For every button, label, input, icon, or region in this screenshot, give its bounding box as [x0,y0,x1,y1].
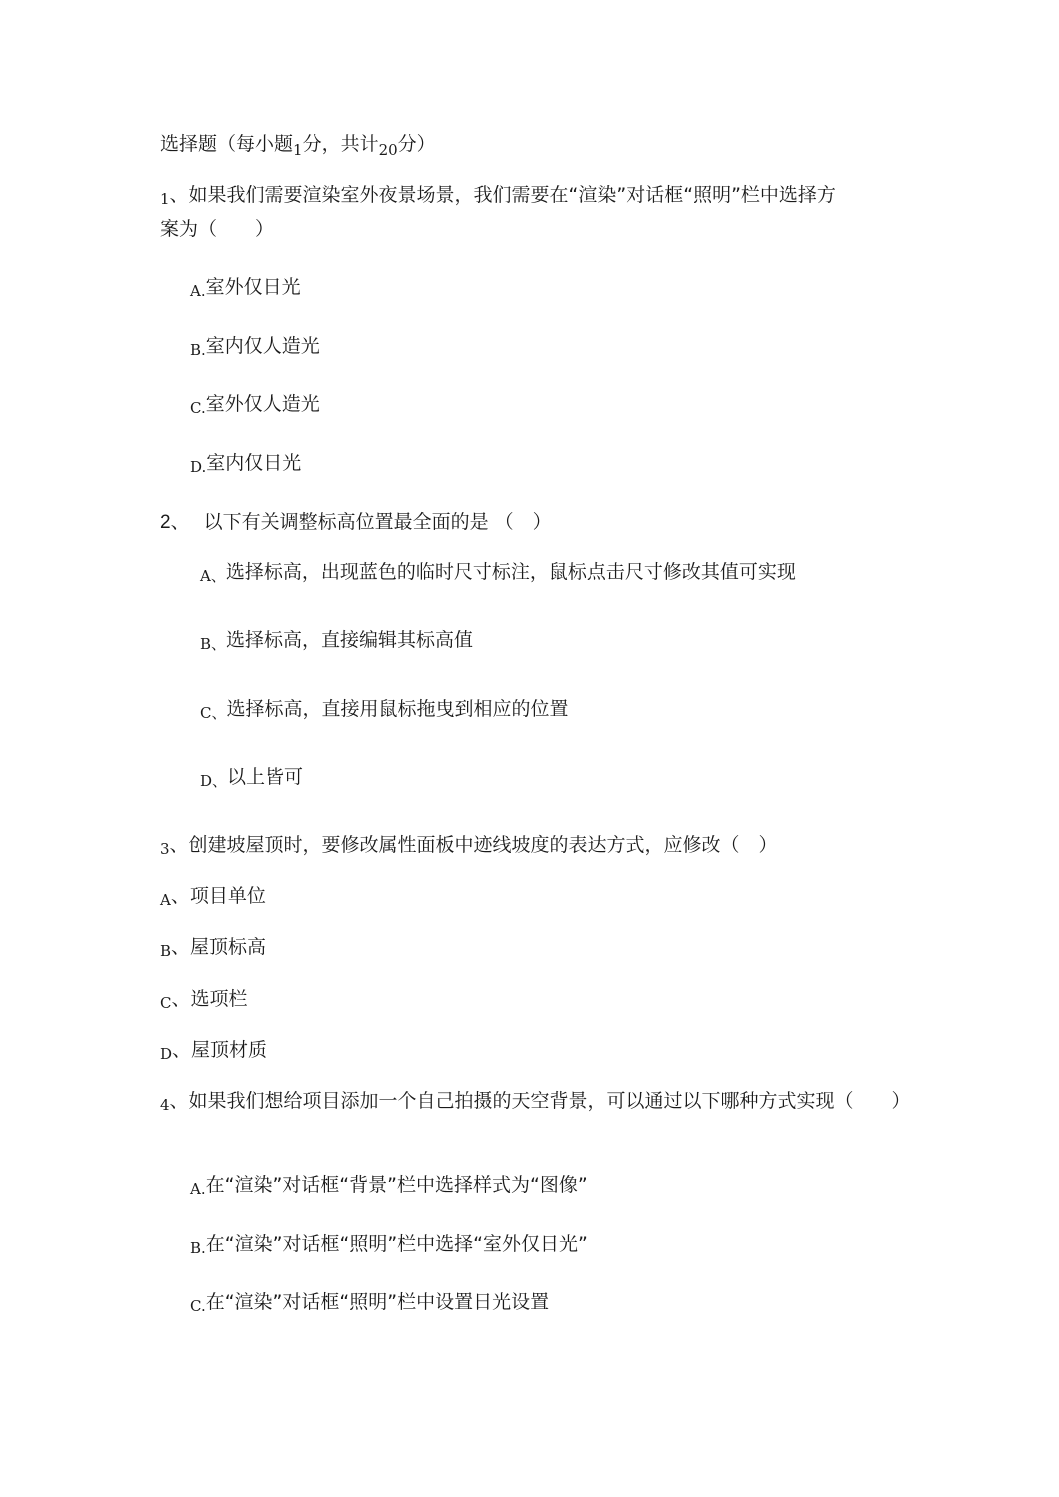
q3-option-c[interactable] [160,987,248,1015]
option-marker: B. [190,1239,206,1257]
option-marker: A. [190,1180,206,1198]
q4-option-b[interactable] [190,1232,588,1260]
q3-option-a[interactable] [160,884,266,912]
option-text: 在“渲染”对话框“背景”栏中选择样式为“图像” [205,1174,588,1196]
q2-option-d[interactable] [200,765,303,793]
q1-option-b[interactable] [190,334,320,362]
question-3-text: 、创建坡屋顶时，要修改属性面板中迹线坡度的表达方式，应修改（ ） [169,834,778,856]
option-marker: C. [190,399,206,417]
option-marker: D [160,1045,173,1063]
question-1-text-line2: 案为（ ） [160,218,275,240]
q2-option-a[interactable] [200,560,796,588]
q3-option-d[interactable] [160,1038,267,1066]
option-text: 在“渲染”对话框“照明”栏中选择“室外仅日光” [205,1233,588,1255]
option-marker: B、 [200,635,227,653]
option-text: 、屋顶标高 [171,936,267,958]
section-title-part-b: 分，共计 [302,133,379,155]
q2-option-c[interactable] [200,697,569,725]
question-1-stem [160,183,836,211]
question-1-number: 1 [160,190,170,208]
q4-option-a[interactable] [190,1173,588,1201]
question-3-stem [160,833,778,861]
option-marker: C. [190,1297,206,1315]
option-marker: B [160,942,172,960]
question-4-stem [160,1089,911,1117]
q1-option-a[interactable] [190,275,301,303]
option-text: 室外仅日光 [205,276,301,298]
section-title [160,132,436,162]
question-4-text: 、如果我们想给项目添加一个自己拍摄的天空背景，可以通过以下哪种方式实现（ ） [169,1090,911,1112]
question-1-stem-continued [160,217,274,241]
q3-option-b[interactable] [160,935,266,963]
option-marker: B. [190,341,206,359]
option-marker: C、 [200,704,227,722]
q1-option-c[interactable] [190,392,320,420]
option-text: 在“渲染”对话框“照明”栏中设置日光设置 [205,1291,550,1313]
option-text: 室内仅人造光 [205,335,320,357]
question-2-text: 以下有关调整标高位置最全面的是 （ ） [203,511,552,533]
option-marker: A. [190,282,206,300]
option-text: 室内仅日光 [206,452,302,474]
option-text: 选择标高，直接编辑其标高值 [226,629,474,651]
question-3-number: 3 [160,840,170,858]
option-marker: D. [190,458,207,476]
option-text: 、屋顶材质 [172,1039,268,1061]
question-1-text-line1: 、如果我们需要渲染室外夜景场景，我们需要在“渲染”对话框“照明”栏中选择方 [169,184,836,206]
question-2-stem [160,510,552,535]
question-count-per: 1 [293,141,303,159]
q1-option-d[interactable] [190,451,301,479]
question-4-number: 4 [160,1096,170,1114]
option-marker: D、 [200,772,228,790]
question-2-number: 2、 [160,512,190,533]
option-text: 以上皆可 [227,766,304,788]
total-score: 20 [378,141,398,159]
q2-option-b[interactable] [200,628,473,656]
option-text: 选择标高，直接用鼠标拖曳到相应的位置 [226,698,569,720]
option-marker: A [160,891,171,909]
option-marker: A、 [200,567,226,585]
q4-option-c[interactable] [190,1290,549,1318]
option-text: 室外仅人造光 [205,393,320,415]
section-title-part-c: 分） [397,133,436,155]
option-text: 、项目单位 [170,885,266,907]
section-title-part-a: 选择题（每小题 [160,133,294,155]
option-text: 选择标高，出现蓝色的临时尺寸标注，鼠标点击尺寸修改其值可实现 [225,561,796,583]
option-text: 、选项栏 [171,988,248,1010]
option-marker: C [160,994,172,1012]
